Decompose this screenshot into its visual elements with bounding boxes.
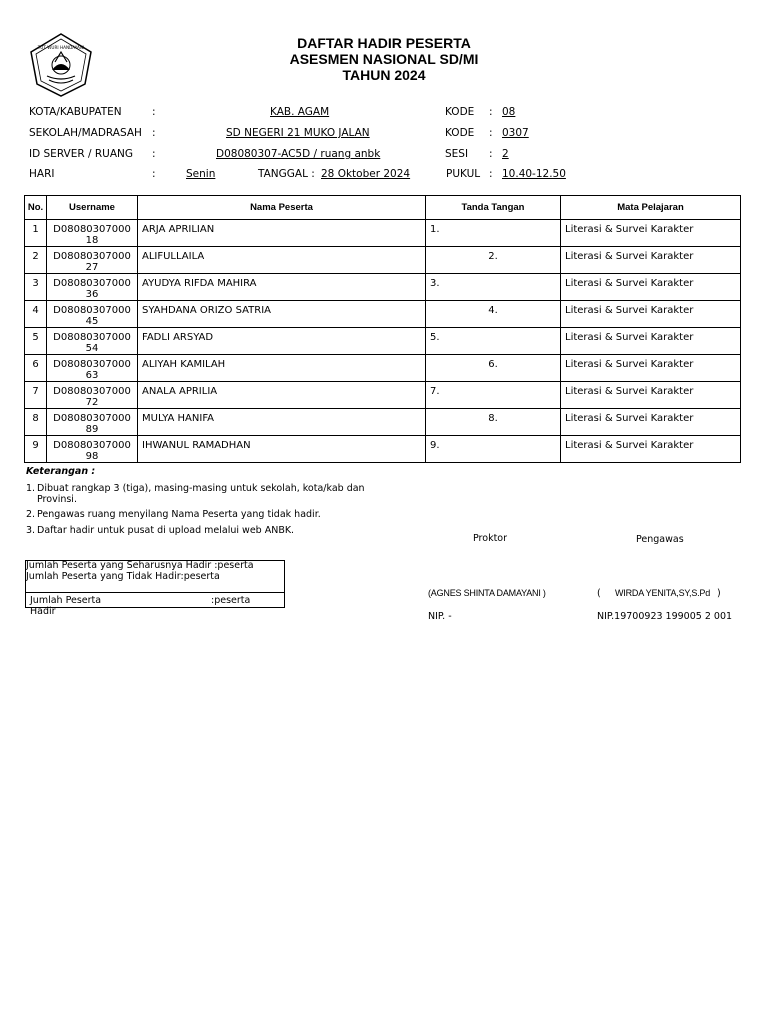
proktor-title: Proktor [473,533,508,544]
kota-value: KAB. AGAM [270,106,330,118]
summary-absent: Jumlah Peserta yang Tidak Hadir:peserta [26,571,220,582]
header-username: Username [47,196,138,220]
cell-no: 2 [25,247,47,274]
cell-nama: ARJA APRILIAN [138,220,426,247]
cell-nama: ALIFULLAILA [138,247,426,274]
cell-nama: SYAHDANA ORIZO SATRIA [138,301,426,328]
cell-ttd[interactable]: 5. [426,328,561,355]
colon: : [152,127,156,139]
cell-ttd[interactable]: 2. [426,247,561,274]
table-row [25,274,741,301]
table-row [25,436,741,463]
cell-no: 9 [25,436,47,463]
header-nama: Nama Peserta [138,196,426,220]
notes-title: Keterangan : [26,466,96,477]
table-header-row [25,196,741,220]
kota-label: KOTA/KABUPATEN [29,106,122,118]
note-item [26,509,386,520]
cell-mapel: Literasi & Survei Karakter [561,409,741,436]
note-text: Pengawas ruang menyilang Nama Peserta yang tidak hadir. [37,509,321,520]
pukul-label: PUKUL [446,168,481,180]
cell-nama: ANALA APRILIA [138,382,426,409]
cell-no: 5 [25,328,47,355]
cell-ttd[interactable]: 3. [426,274,561,301]
proktor-nip: NIP. - [428,611,452,622]
colon: : [489,168,493,180]
cell-mapel: Literasi & Survei Karakter [561,328,741,355]
cell-username: D0808030700045 [47,301,138,328]
server-label: ID SERVER / RUANG [29,148,134,160]
pengawas-close-paren: ) [717,588,721,599]
note-number: 3. [26,525,36,536]
header-no: No. [25,196,47,220]
table-row [25,355,741,382]
header-mata-pelajaran: Mata Pelajaran [561,196,741,220]
cell-ttd[interactable]: 9. [426,436,561,463]
proktor-name: (AGNES SHINTA DAMAYANI ) [428,588,546,598]
colon: : [489,106,493,118]
cell-nama: FADLI ARSYAD [138,328,426,355]
server-value: D08080307-AC5D / ruang anbk [216,148,381,160]
colon: : [489,127,493,139]
table-row [25,328,741,355]
cell-no: 1 [25,220,47,247]
cell-username: D0808030700063 [47,355,138,382]
doc-title-line1: DAFTAR HADIR PESERTA [297,35,471,51]
sesi-value: 2 [502,148,509,160]
cell-nama: IHWANUL RAMADHAN [138,436,426,463]
kode2-value: 0307 [502,127,529,139]
table-row [25,409,741,436]
cell-no: 6 [25,355,47,382]
logo-text: TUT WURI HANDAYANI [37,45,85,50]
table-row [25,382,741,409]
note-number: 2. [26,509,36,520]
cell-mapel: Literasi & Survei Karakter [561,301,741,328]
hari-value: Senin [186,168,216,180]
sekolah-label: SEKOLAH/MADRASAH [29,127,142,139]
summary-present-label: Jumlah Peserta Hadir [30,595,102,617]
kode1-label: KODE [445,106,475,118]
colon: : [489,148,493,160]
tanggal-label: TANGGAL : [258,168,315,180]
header-tanda-tangan: Tanda Tangan [426,196,561,220]
cell-no: 4 [25,301,47,328]
kode2-label: KODE [445,127,475,139]
cell-mapel: Literasi & Survei Karakter [561,382,741,409]
cell-mapel: Literasi & Survei Karakter [561,274,741,301]
pengawas-name: WIRDA YENITA,SY,S.Pd [615,588,711,598]
cell-ttd[interactable]: 1. [426,220,561,247]
cell-username: D0808030700036 [47,274,138,301]
cell-no: 3 [25,274,47,301]
cell-mapel: Literasi & Survei Karakter [561,220,741,247]
summary-divider [25,592,285,593]
attendance-table [24,195,741,463]
cell-ttd[interactable]: 6. [426,355,561,382]
note-text: Daftar hadir untuk pusat di upload melalui web ANBK. [37,525,295,536]
cell-nama: ALIYAH KAMILAH [138,355,426,382]
cell-ttd[interactable]: 4. [426,301,561,328]
table-row [25,247,741,274]
cell-username: D0808030700027 [47,247,138,274]
sesi-label: SESI [445,148,469,160]
table-row [25,301,741,328]
tanggal-value: 28 Oktober 2024 [321,168,411,180]
colon: : [152,106,156,118]
note-text: Dibuat rangkap 3 (tiga), masing-masing untuk sekolah, kota/kab dan Provinsi. [37,483,365,505]
cell-nama: AYUDYA RIFDA MAHIRA [138,274,426,301]
cell-username: D0808030700098 [47,436,138,463]
cell-username: D0808030700054 [47,328,138,355]
summary-present-value: :peserta [211,595,251,606]
cell-username: D0808030700018 [47,220,138,247]
cell-no: 8 [25,409,47,436]
pengawas-open-paren: ( [597,588,601,599]
cell-ttd[interactable]: 8. [426,409,561,436]
note-item [26,525,386,536]
cell-username: D0808030700072 [47,382,138,409]
note-number: 1. [26,483,36,494]
sekolah-value: SD NEGERI 21 MUKO JALAN [226,127,370,139]
colon: : [152,168,156,180]
cell-mapel: Literasi & Survei Karakter [561,355,741,382]
hari-label: HARI [29,168,55,180]
pengawas-nip: NIP.19700923 199005 2 001 [597,611,733,622]
kode1-value: 08 [502,106,516,118]
cell-mapel: Literasi & Survei Karakter [561,436,741,463]
note-item [26,483,386,505]
cell-mapel: Literasi & Survei Karakter [561,247,741,274]
colon: : [152,148,156,160]
summary-expected: Jumlah Peserta yang Seharusnya Hadir :peserta [26,560,254,571]
cell-nama: MULYA HANIFA [138,409,426,436]
cell-no: 7 [25,382,47,409]
table-row [25,220,741,247]
pengawas-title: Pengawas [636,534,684,545]
cell-username: D0808030700089 [47,409,138,436]
cell-ttd[interactable]: 7. [426,382,561,409]
doc-title-line3: TAHUN 2024 [342,67,426,83]
pukul-value: 10.40-12.50 [502,168,566,180]
doc-title-line2: ASESMEN NASIONAL SD/MI [289,51,479,67]
